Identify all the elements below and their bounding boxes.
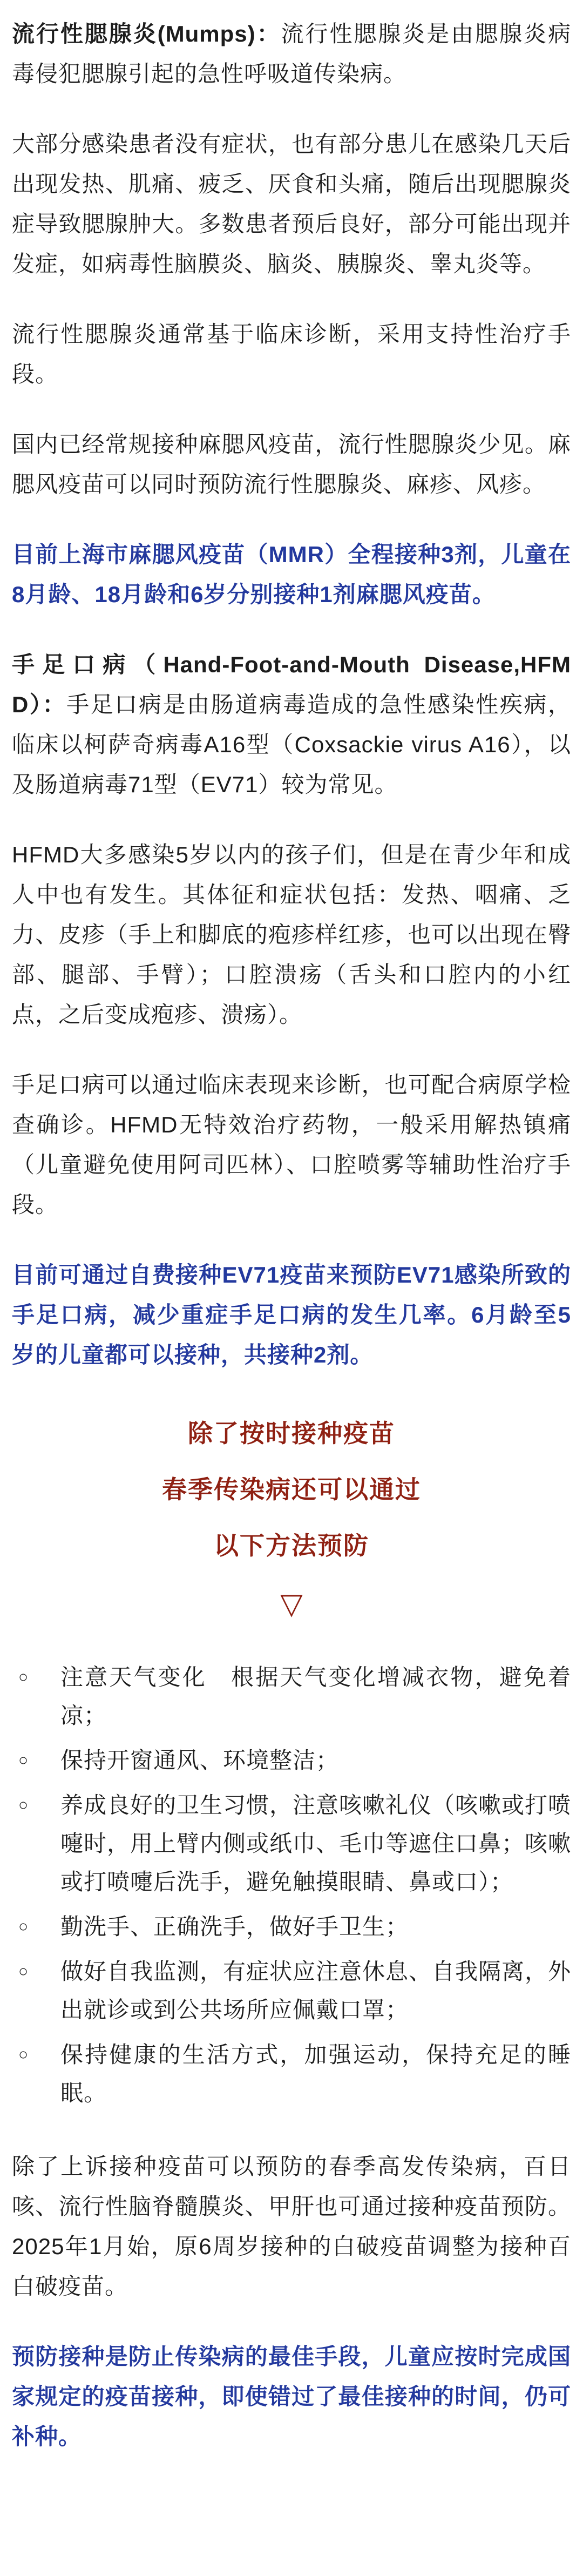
red-callout-line: 以下方法预防 (214, 1532, 369, 1560)
mumps-symptoms-paragraph: 大部分感染患者没有症状，也有部分患儿在感染几天后出现发热、肌痛、疲乏、厌食和头痛，随后出现腮腺炎症导致腮腺肿大。多数患者预后良好，部分可能出现并发症，如病毒性脑膜炎、脑炎、胰腺炎、睾丸炎等。 (12, 131, 571, 277)
hfmd-intro-paragraph (12, 645, 571, 805)
mumps-diagnosis-paragraph: 流行性腮腺炎通常基于临床诊断，采用支持性治疗手段。 (12, 321, 571, 387)
mmr-schedule-highlight-paragraph: 目前上海市麻腮风疫苗（MMR）全程接种3剂，儿童在8月龄、18月龄和6岁分别接种1剂麻腮风疫苗。 (12, 542, 571, 607)
list-item (12, 1658, 571, 1735)
other-vaccines-paragraph: 除了上诉接种疫苗可以预防的春季高发传染病，百日咳、流行性脑脊髓膜炎、甲肝也可通过接种疫苗预防。2025年1月始，原6周岁接种的白破疫苗调整为接种百白破疫苗。 (12, 2154, 571, 2299)
list-item-text: 勤洗手、正确洗手，做好手卫生； (60, 1914, 409, 1939)
list-item-text: 养成良好的卫生习惯，注意咳嗽礼仪（咳嗽或打喷嚏时，用上臂内侧或纸巾、毛巾等遮住口鼻；咳嗽或打喷嚏后洗手，避免触摸眼睛、鼻或口）； (60, 1792, 572, 1894)
ev71-highlight-paragraph: 目前可通过自费接种EV71疫苗来预防EV71感染所致的手足口病，减少重症手足口病的发生几率。6月龄至5岁的儿童都可以接种，共接种2剂。 (12, 1262, 571, 1367)
hfmd-symptoms-paragraph: HFMD大多感染5岁以内的孩子们，但是在青少年和成人中也有发生。其体征和症状包括：发热、咽痛、乏力、皮疹（手上和脚底的疱疹样红疹，也可以出现在臀部、腿部、手臂）；口腔溃疡（舌头和口腔内的小红点，之后变成疱疹、溃疡）。 (12, 842, 571, 1027)
mumps-heading-inline: 流行性腮腺炎(Mumps)： (12, 21, 281, 46)
list-item (12, 1952, 571, 2029)
list-item (12, 1907, 571, 1946)
hfmd-heading-inline: 手足口病（Hand-Foot-and-Mouth Disease,HFMD）： (12, 652, 571, 717)
list-item (12, 1786, 571, 1901)
circle-bullet-icon: ○ (18, 1668, 29, 1686)
hfmd-treatment-paragraph: 手足口病可以通过临床表现来诊断，也可配合病原学检查确诊。HFMD无特效治疗药物，一般采用解热镇痛（儿童避免使用阿司匹林）、口腔喷雾等辅助性治疗手段。 (12, 1072, 571, 1217)
hfmd-intro-text: 手足口病是由肠道病毒造成的急性感染性疾病，临床以柯萨奇病毒A16型（Coxsackie virus A16），以及肠道病毒71型（EV71）较为常见。 (12, 692, 571, 797)
list-item-text: 保持健康的生活方式，加强运动，保持充足的睡眠。 (60, 2042, 571, 2106)
red-callout (12, 1405, 571, 1620)
circle-bullet-icon: ○ (18, 1963, 29, 1980)
mumps-intro-paragraph (12, 14, 571, 94)
circle-bullet-icon: ○ (18, 1918, 29, 1936)
circle-bullet-icon: ○ (18, 1796, 29, 1814)
red-callout-line: 春季传染病还可以通过 (162, 1475, 421, 1503)
circle-bullet-icon: ○ (18, 2046, 29, 2064)
list-item-text: 保持开窗通风、环境整洁； (60, 1748, 340, 1773)
mumps-intro-text: 流行性腮腺炎是由腮腺炎病毒侵犯腮腺引起的急性呼吸道传染病。 (12, 21, 571, 86)
closing-highlight-paragraph: 预防接种是防止传染病的最佳手段，儿童应按时完成国家规定的疫苗接种，即使错过了最佳接种的时间，仍可补种。 (12, 2344, 571, 2449)
prevention-list (12, 1658, 571, 2112)
list-item (12, 2035, 571, 2112)
mmr-domestic-paragraph: 国内已经常规接种麻腮风疫苗，流行性腮腺炎少见。麻腮风疫苗可以同时预防流行性腮腺炎、麻疹、风疹。 (12, 431, 571, 497)
red-callout-line: 除了按时接种疫苗 (188, 1419, 395, 1447)
list-item-text: 注意天气变化 根据天气变化增减衣物，避免着凉； (60, 1664, 571, 1728)
list-item-text: 做好自我监测，有症状应注意休息、自我隔离，外出就诊或到公共场所应佩戴口罩； (60, 1959, 572, 2022)
down-triangle-icon: ▽ (280, 1588, 303, 1620)
circle-bullet-icon: ○ (18, 1751, 29, 1769)
list-item (12, 1741, 571, 1779)
